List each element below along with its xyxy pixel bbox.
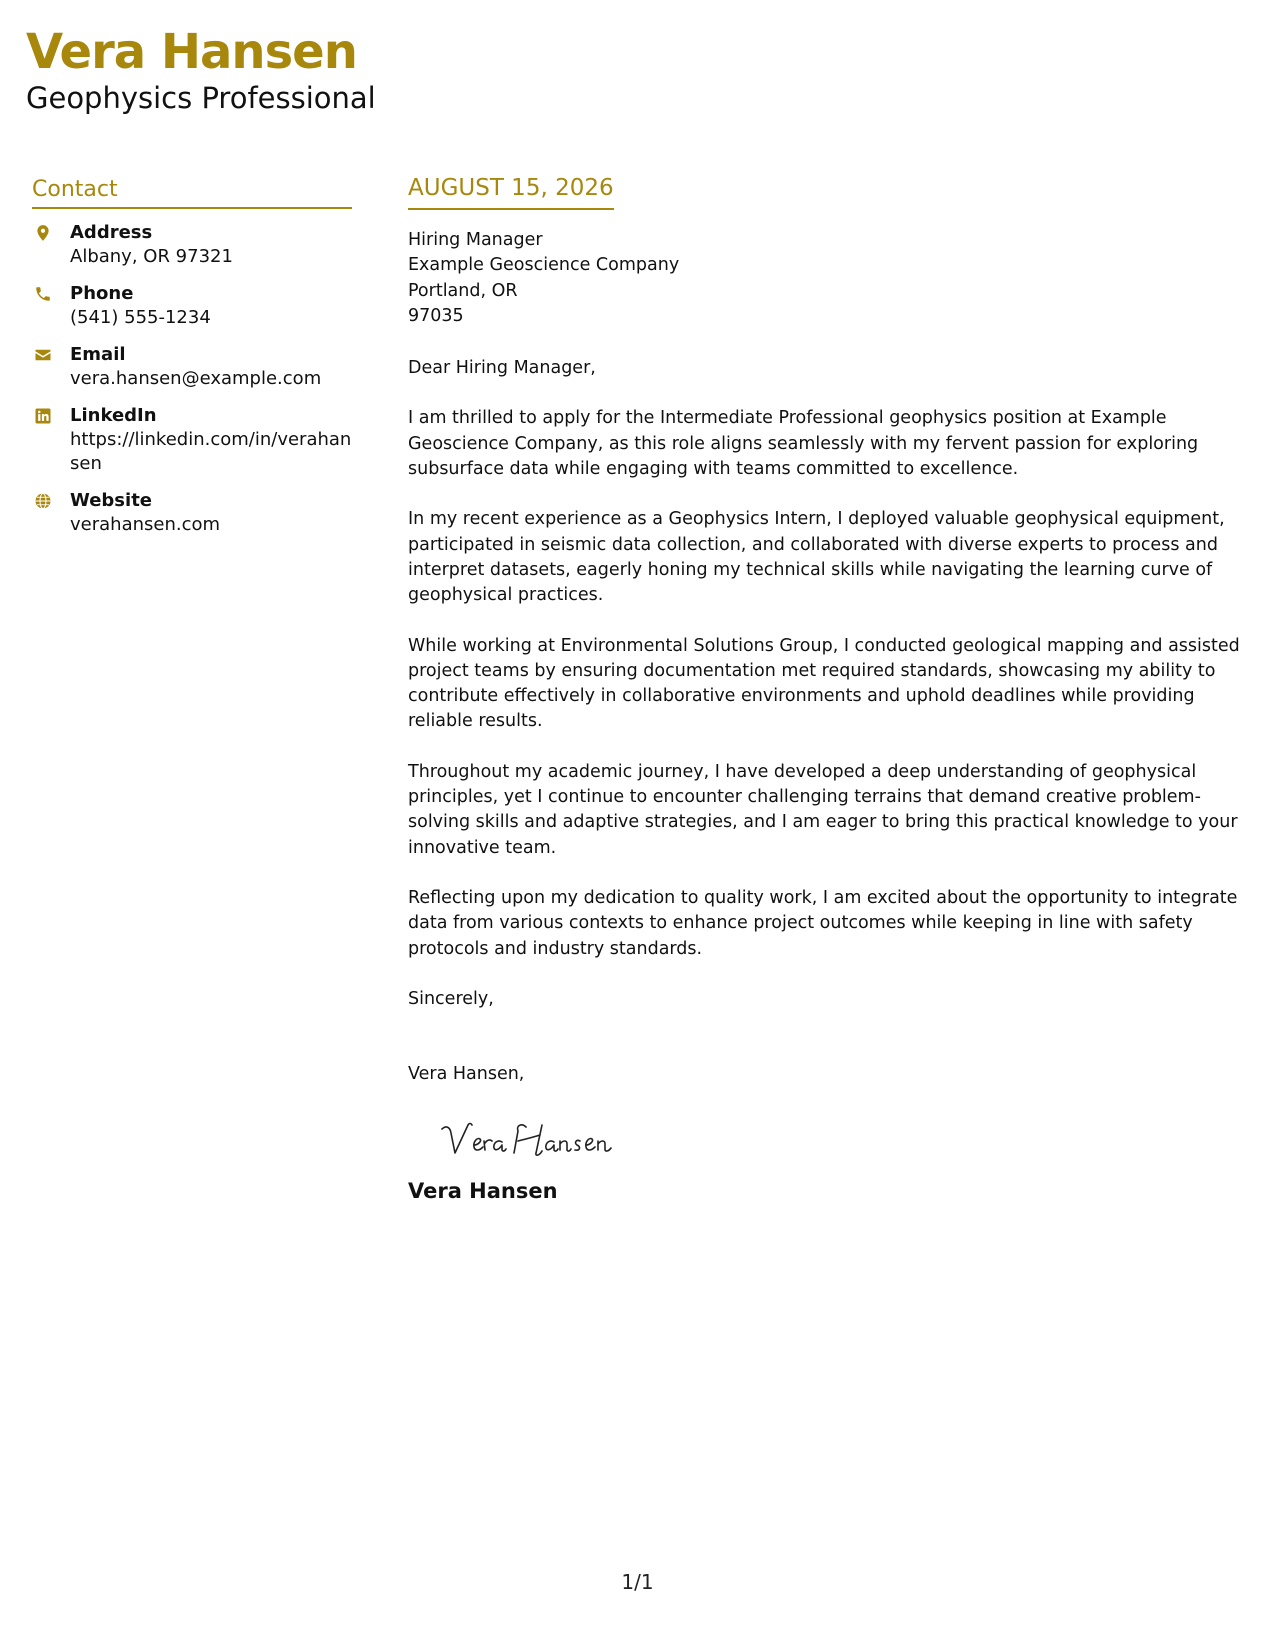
printed-name: Vera Hansen <box>408 1179 558 1204</box>
contact-label-address: Address <box>70 222 153 243</box>
contact-heading: Contact <box>32 175 352 209</box>
linkedin-icon <box>32 405 54 427</box>
applicant-title: Geophysics Professional <box>26 81 376 115</box>
contact-sidebar <box>32 175 352 550</box>
map-pin-icon <box>32 222 54 244</box>
letter-paragraph: Throughout my academic journey, I have developed a deep understanding of geophysical principles, yet I continue to encounter challenging terrains that demand creative problem-solving skills and adaptive strategies, and I am eager to bring this practical knowledge to your innovative team. <box>408 761 1238 858</box>
contact-value-phone[interactable]: (541) 555-1234 <box>70 307 211 328</box>
recipient-line: 97035 <box>408 305 464 326</box>
letter-date: AUGUST 15, 2026 <box>408 172 614 210</box>
closing-name: Vera Hansen, <box>408 1064 525 1085</box>
letter-paragraph: While working at Environmental Solutions Group, I conducted geological mapping and assisted project teams by ensuring documentation met required standards, showcasing my ability to contribute effectively in collaborative environments and uphold deadlines while providing reliable results. <box>408 635 1240 732</box>
handwritten-signature <box>438 1115 1248 1165</box>
contact-item-address <box>32 221 352 269</box>
header <box>26 24 376 116</box>
page-number: 1/1 <box>621 1570 654 1594</box>
phone-icon <box>32 283 54 305</box>
letter-body <box>408 172 1248 1205</box>
salutation: Dear Hiring Manager, <box>408 358 596 379</box>
closing: Sincerely, <box>408 988 494 1009</box>
letter-paragraph: I am thrilled to apply for the Intermediate Professional geophysics position at Example Geoscience Company, as this role aligns seamlessly with my fervent passion for exploring subsurface data while engaging with teams committed to excellence. <box>408 408 1199 480</box>
contact-label-linkedin: LinkedIn <box>70 405 157 426</box>
envelope-icon <box>32 344 54 366</box>
recipient-line: Hiring Manager <box>408 230 543 250</box>
applicant-name: Vera Hansen <box>26 24 357 80</box>
contact-item-phone <box>32 282 352 330</box>
contact-item-email <box>32 343 352 391</box>
recipient-line: Portland, OR <box>408 280 518 301</box>
contact-item-linkedin <box>32 404 352 476</box>
recipient-line: Example Geoscience Company <box>408 255 680 276</box>
contact-label-website: Website <box>70 490 153 511</box>
contact-value-linkedin[interactable]: https://linkedin.com/in/verahansen <box>70 429 352 474</box>
contact-value-email[interactable]: vera.hansen@example.com <box>70 368 322 389</box>
contact-value-website[interactable]: verahansen.com <box>70 514 221 535</box>
contact-value-address: Albany, OR 97321 <box>70 246 233 267</box>
contact-item-website <box>32 489 352 537</box>
contact-label-phone: Phone <box>70 283 134 304</box>
recipient-block <box>408 228 1248 329</box>
globe-icon <box>32 490 54 512</box>
contact-label-email: Email <box>70 344 126 365</box>
letter-paragraph: Reflecting upon my dedication to quality work, I am excited about the opportunity to integrate data from various contexts to enhance project outcomes while keeping in line with safety protocols and industry standards. <box>408 887 1238 959</box>
letter-paragraph: In my recent experience as a Geophysics Intern, I deployed valuable geophysical equipment, participated in seismic data collection, and collaborated with diverse experts to process and interpret datasets, eagerly honing my technical skills while navigating the learning curve of geophysical practices. <box>408 509 1225 606</box>
